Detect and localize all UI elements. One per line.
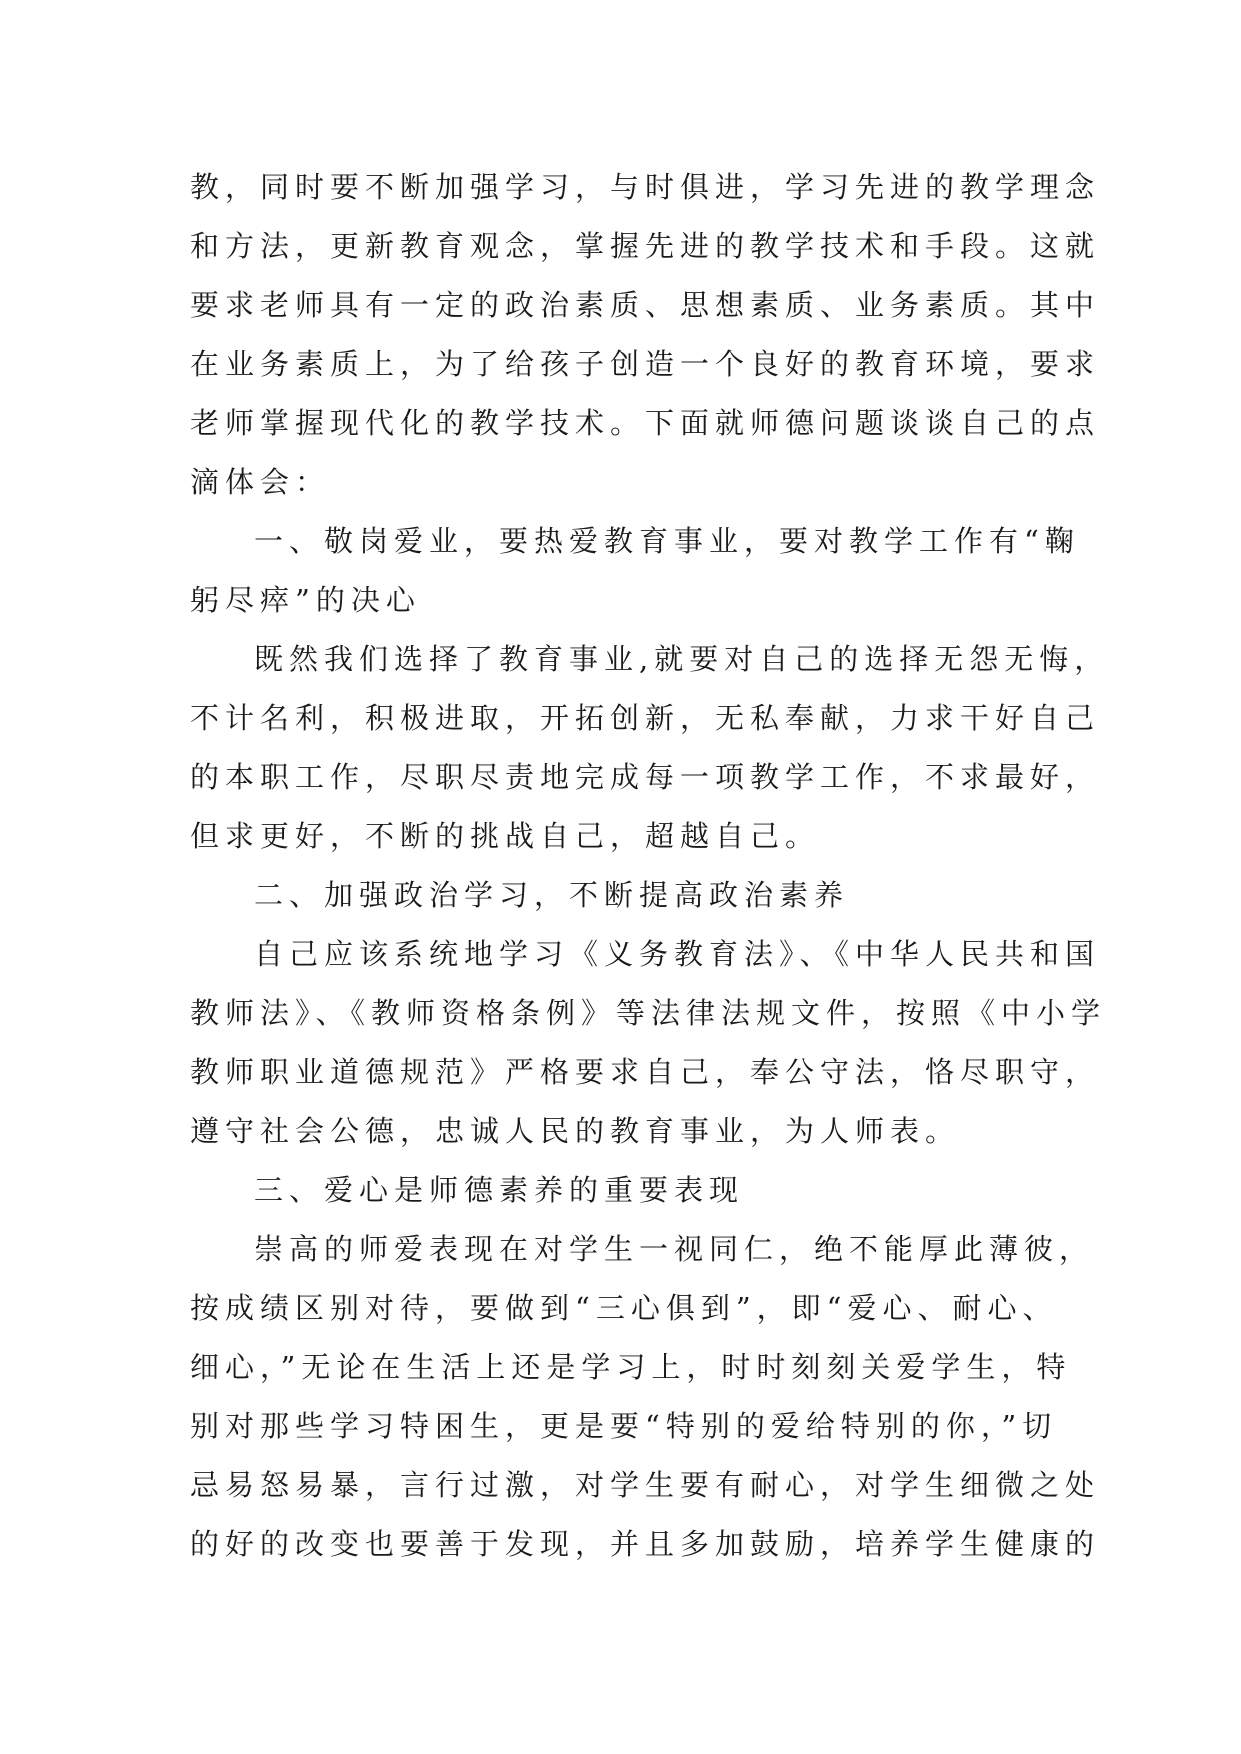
text-line: 崇高的师爱表现在对学生一视同仁，绝不能厚此薄彼，	[254, 1232, 1095, 1266]
section-heading-continued: 躬尽瘁”的决心	[190, 583, 421, 617]
text-line: 教师职业道德规范》严格要求自己，奉公守法，恪尽职守，	[190, 1055, 1101, 1089]
text-line: 的好的改变也要善于发现，并且多加鼓励，培养学生健康的	[190, 1527, 1101, 1561]
section-heading: 三、爱心是师德素养的重要表现	[254, 1173, 745, 1207]
text-line: 和方法，更新教育观念，掌握先进的教学技术和手段。这就	[190, 229, 1101, 263]
text-line: 要求老师具有一定的政治素质、思想素质、业务素质。其中	[190, 288, 1101, 322]
document-body	[190, 158, 1110, 1574]
text-line: 的本职工作，尽职尽责地完成每一项教学工作，不求最好，	[190, 760, 1101, 794]
text-line: 自己应该系统地学习《义务教育法》、《中华人民共和国	[254, 937, 1101, 971]
text-line: 别对那些学习特困生，更是要“特别的爱给特别的你，”切	[190, 1409, 1058, 1443]
text-line: 按成绩区别对待，要做到“三心俱到”，即“爱心、耐心、	[190, 1291, 1058, 1325]
text-line: 但求更好，不断的挑战自己，超越自己。	[190, 819, 821, 853]
text-line: 教师法》、《教师资格条例》等法律法规文件，按照《中小学	[190, 996, 1107, 1030]
text-line: 教，同时要不断加强学习，与时俱进，学习先进的教学理念	[190, 170, 1101, 204]
text-line: 既然我们选择了教育事业,就要对自己的选择无怨无悔，	[254, 642, 1110, 676]
section-heading: 一、敬岗爱业，要热爱教育事业，要对教学工作有“鞠	[254, 524, 1080, 558]
text-line: 老师掌握现代化的教学技术。下面就师德问题谈谈自己的点	[190, 406, 1101, 440]
text-line: 在业务素质上，为了给孩子创造一个良好的教育环境，要求	[190, 347, 1101, 381]
text-line: 遵守社会公德，忠诚人民的教育事业，为人师表。	[190, 1114, 961, 1148]
text-line: 不计名利，积极进取，开拓创新，无私奉献，力求干好自己	[190, 701, 1101, 735]
text-line: 细心，”无论在生活上还是学习上，时时刻刻关爱学生，特	[190, 1350, 1072, 1384]
section-heading: 二、加强政治学习，不断提高政治素养	[254, 878, 850, 912]
text-line: 忌易怒易暴，言行过激，对学生要有耐心，对学生细微之处	[190, 1468, 1101, 1502]
text-line: 滴体会：	[190, 465, 331, 499]
